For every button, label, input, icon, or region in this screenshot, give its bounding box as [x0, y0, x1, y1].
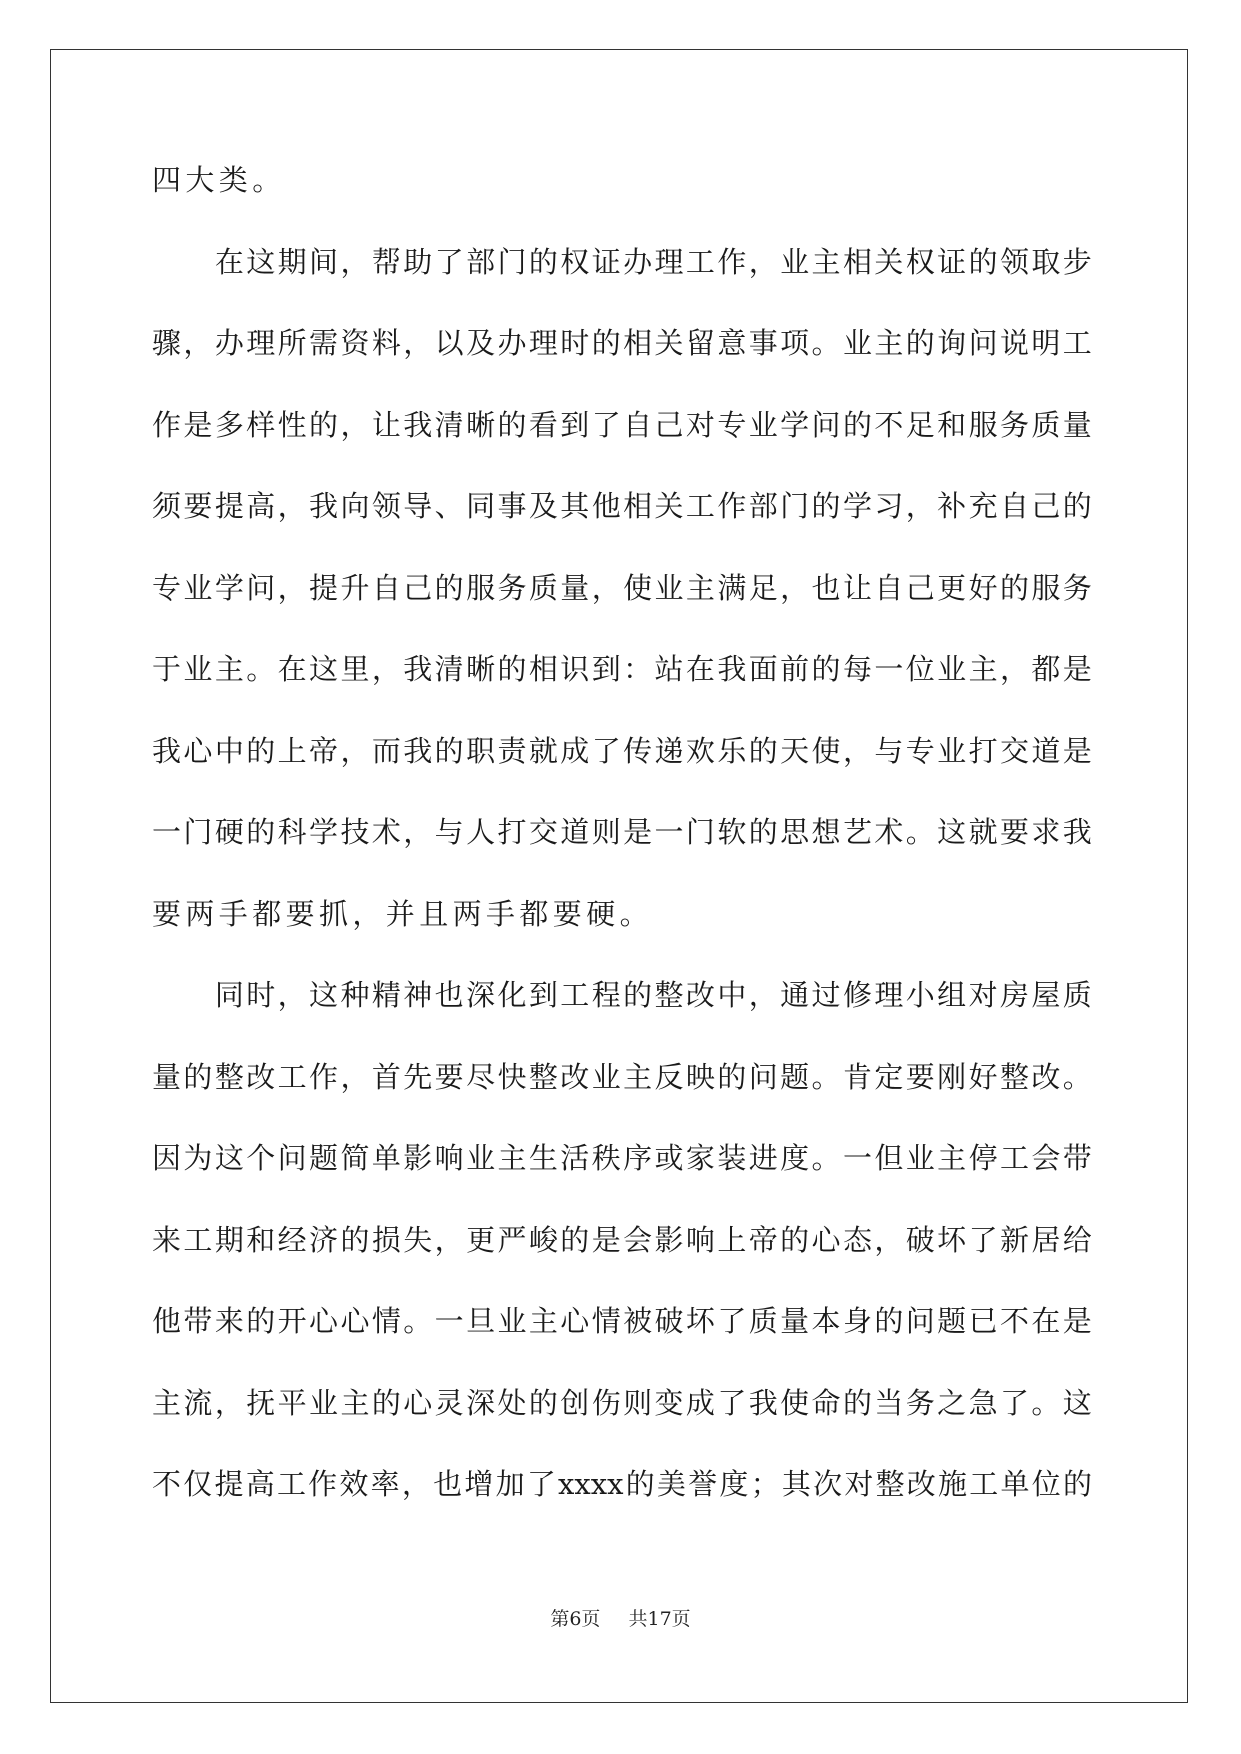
page-number: 第6页: [550, 1608, 601, 1630]
text-line: 专 业 学 问 ， 提 升 自 己 的 服 务 质 量 ， 使 业 主 满 足 ， 也 让 自 己 更 好 的 服 务: [152, 570, 1092, 605]
text-line: 要两手都要抓，并且两手都要硬。: [152, 896, 654, 931]
text-line: 量 的 整 改 工 作 ， 首 先 要 尽 快 整 改 业 主 反 映 的 问 题 。 肯 定 要 刚 好 整 改 。: [152, 1059, 1092, 1094]
text-line: 于 业 主 。 在 这 里 ， 我 清 晰 的 相 识 到 ： 站 在 我 面 前 的 每 一 位 业 主 ， 都 是: [152, 652, 1092, 686]
page-footer: [0, 1604, 1241, 1631]
text-line: 不 仅 提 高 工 作 效 率 ， 也 增 加 了 xxxx 的 美 誉 度 ； 其 次 对 整 改 施 工 单 位 的: [152, 1467, 1092, 1501]
text-line: 在 这 期 间 ， 帮 助 了 部 门 的 权 证 办 理 工 作 ， 业 主 相 关 权 证 的 领 取 步: [214, 244, 1092, 279]
text-line: 四大类。: [152, 163, 286, 197]
text-line: 我 心 中 的 上 帝 ， 而 我 的 职 责 就 成 了 传 递 欢 乐 的 天 使 ， 与 专 业 打 交 道 是: [152, 733, 1092, 768]
text-line: 来 工 期 和 经 济 的 损 失 ， 更 严 峻 的 是 会 影 响 上 帝 的 心 态 ， 破 坏 了 新 居 给: [152, 1222, 1092, 1257]
text-line: 骤 ， 办 理 所 需 资 料 ， 以 及 办 理 时 的 相 关 留 意 事 项 。 业 主 的 询 问 说 明 工: [152, 326, 1092, 360]
page-total: 共17页: [628, 1608, 691, 1630]
text-line: 一 门 硬 的 科 学 技 术 ， 与 人 打 交 道 则 是 一 门 软 的 思 想 艺 术 。 这 就 要 求 我: [152, 815, 1092, 849]
text-line: 作 是 多 样 性 的 ， 让 我 清 晰 的 看 到 了 自 己 对 专 业 学 问 的 不 足 和 服 务 质 量: [152, 407, 1092, 442]
text-line: 同 时 ， 这 种 精 神 也 深 化 到 工 程 的 整 改 中 ， 通 过 修 理 小 组 对 房 屋 质: [214, 978, 1092, 1012]
text-line: 主 流 ， 抚 平 业 主 的 心 灵 深 处 的 创 伤 则 变 成 了 我 使 命 的 当 务 之 急 了 。 这: [152, 1385, 1092, 1420]
text-line: 须 要 提 高 ， 我 向 领 导 、 同 事 及 其 他 相 关 工 作 部 门 的 学 习 ， 补 充 自 己 的: [152, 489, 1092, 523]
text-line: 因 为 这 个 问 题 简 单 影 响 业 主 生 活 秩 序 或 家 装 进 度 。 一 但 业 主 停 工 会 带: [152, 1141, 1092, 1175]
text-line: 他 带 来 的 开 心 心 情 。 一 旦 业 主 心 情 被 破 坏 了 质 量 本 身 的 问 题 已 不 在 是: [152, 1304, 1092, 1338]
document-body: [152, 160, 1092, 1546]
